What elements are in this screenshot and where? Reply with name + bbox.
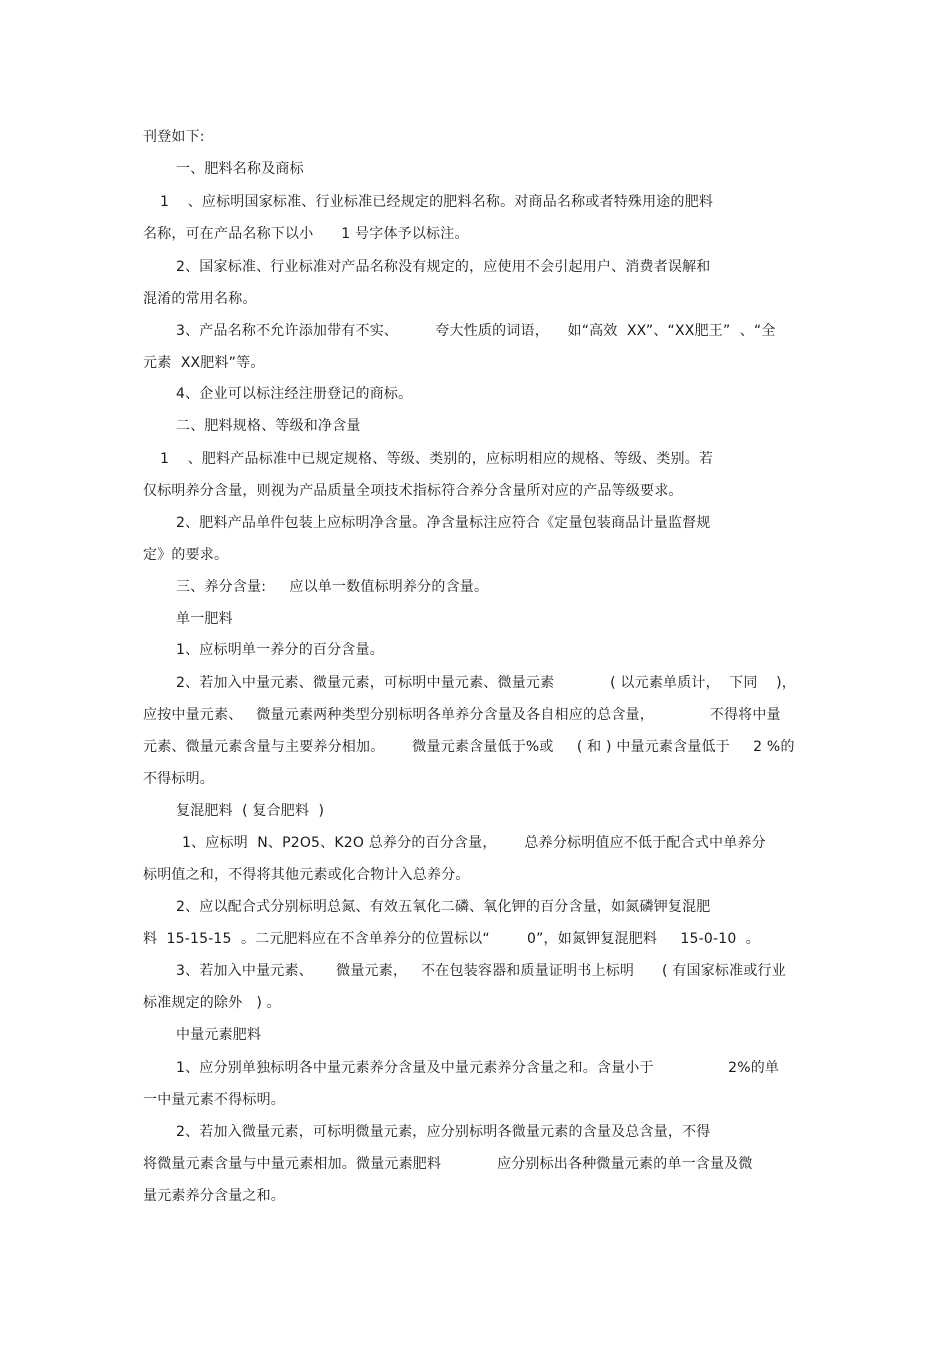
subsection-heading: 单一肥料	[176, 611, 233, 627]
section-heading: 三、养分含量: 应以单一数值标明养分的含量。	[176, 579, 489, 595]
subsection-heading: 复混肥料 ( 复合肥料 )	[176, 803, 325, 819]
text-line: 3、若加入中量元素、 微量元素， 不在包装容器和质量证明书上标明 ( 有国家标准或行业	[176, 963, 786, 979]
text-line: 1、应分别单独标明各中量元素养分含量及中量元素养分含量之和。含量小于 2%的单	[176, 1060, 780, 1076]
text-line: 将微量元素含量与中量元素相加。微量元素肥料 应分别标出各种微量元素的单一含量及微	[143, 1156, 753, 1172]
text-line: 2、国家标准、行业标准对产品名称没有规定的，应使用不会引起用户、消费者误解和	[176, 259, 711, 275]
text-line: 1、应标明单一养分的百分含量。	[176, 642, 384, 658]
text-line: 2、肥料产品单件包装上应标明净含量。净含量标注应符合《定量包装商品计量监督规	[176, 515, 711, 531]
text-line: 2、若加入微量元素，可标明微量元素，应分别标明各微量元素的含量及总含量，不得	[176, 1124, 711, 1140]
subsection-heading: 中量元素肥料	[176, 1027, 262, 1043]
text-line: 标明值之和，不得将其他元素或化合物计入总养分。	[143, 867, 470, 883]
text-line: 元素 XX肥料”等。	[143, 355, 265, 371]
text-line: 仅标明养分含量，则视为产品质量全项技术指标符合养分含量所对应的产品等级要求。	[143, 483, 683, 499]
section-heading: 一、肥料名称及商标	[176, 161, 304, 177]
text-line: 1 、应标明国家标准、行业标准已经规定的肥料名称。对商品名称或者特殊用途的肥料	[160, 194, 714, 210]
text-line: 混淆的常用名称。	[143, 291, 257, 307]
section-heading: 二、肥料规格、等级和净含量	[176, 418, 361, 434]
text-line: 1、应标明 N、P2O5、K2O 总养分的百分含量， 总养分标明值应不低于配合式中单养分	[182, 835, 766, 851]
text-line: 应按中量元素、 微量元素两种类型分别标明各单养分含量及各自相应的总含量， 不得将中量	[143, 707, 781, 723]
text-line: 3、产品名称不允许添加带有不实、 夸大性质的词语， 如“高效 XX”、“XX肥王” 、“全	[176, 323, 776, 339]
text-line: 4、企业可以标注经注册登记的商标。	[176, 386, 413, 402]
text-line: 一中量元素不得标明。	[143, 1092, 285, 1108]
text-line: 2、若加入中量元素、微量元素，可标明中量元素、微量元素 ( 以元素单质计， 下同 )，	[176, 675, 796, 691]
text-line: 名称，可在产品名称下以小 1 号字体予以标注。	[143, 226, 469, 242]
text-line: 1 、肥料产品标准中已规定规格、等级、类别的，应标明相应的规格、等级、类别。若	[160, 451, 714, 467]
text-line: 不得标明。	[143, 771, 214, 787]
text-line: 元素、微量元素含量与主要养分相加。 微量元素含量低于%或 ( 和 ) 中量元素含量低于 2 %的	[143, 739, 795, 755]
text-line: 料 15-15-15 。二元肥料应在不含单养分的位置标以“ 0”，如氮钾复混肥料 15-0-10 。	[143, 931, 760, 947]
text-line: 量元素养分含量之和。	[143, 1188, 285, 1204]
text-line: 2、应以配合式分别标明总氮、有效五氧化二磷、氧化钾的百分含量，如氮磷钾复混肥	[176, 899, 711, 915]
text-line: 定》的要求。	[143, 547, 229, 563]
text-line: 标准规定的除外 ) 。	[143, 995, 281, 1011]
text-line: 刊登如下:	[143, 129, 205, 145]
